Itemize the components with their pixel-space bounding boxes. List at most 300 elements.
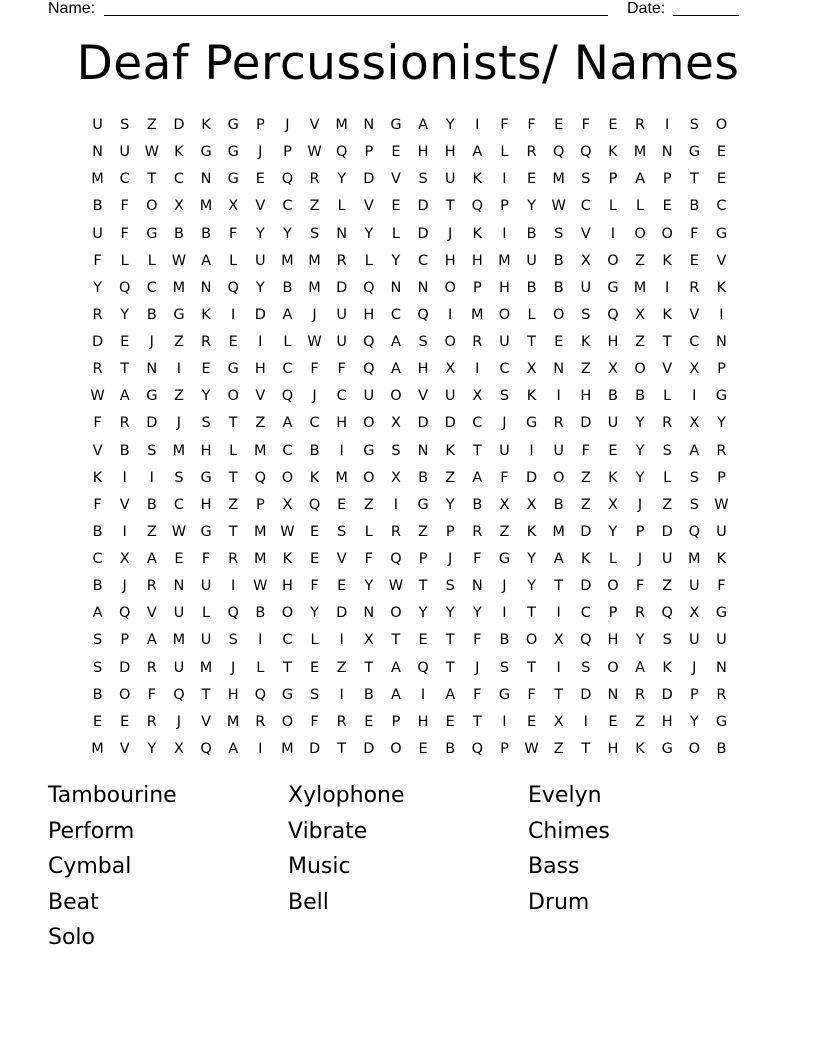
grid-letter[interactable]: G (146, 225, 158, 242)
grid-letter[interactable]: N (471, 578, 483, 595)
grid-letter[interactable]: A (553, 551, 564, 567)
grid-letter[interactable]: T (662, 334, 672, 350)
grid-letter[interactable]: S (581, 171, 591, 188)
grid-letter[interactable]: L (391, 225, 400, 242)
grid-letter[interactable]: Z (553, 740, 564, 757)
grid-letter[interactable]: Z (635, 713, 646, 730)
grid-letter[interactable]: B (445, 740, 456, 757)
grid-letter[interactable]: K (581, 551, 591, 567)
grid-letter[interactable]: I (583, 713, 588, 730)
grid-letter[interactable]: B (418, 469, 429, 486)
grid-letter[interactable]: I (475, 117, 480, 133)
grid-letter[interactable]: T (472, 442, 482, 459)
grid-letter[interactable]: P (255, 117, 265, 133)
grid-letter[interactable]: P (717, 361, 726, 378)
grid-letter[interactable]: P (255, 496, 265, 513)
grid-letter[interactable]: A (228, 740, 239, 757)
grid-letter[interactable]: V (255, 388, 266, 405)
grid-letter[interactable]: X (553, 632, 564, 649)
grid-letter[interactable]: E (554, 117, 564, 133)
grid-letter[interactable]: N (390, 279, 402, 296)
grid-letter[interactable]: G (200, 523, 212, 540)
grid-letter[interactable]: P (418, 551, 428, 567)
grid-letter[interactable]: B (92, 198, 103, 215)
grid-letter[interactable]: Y (93, 279, 102, 296)
grid-letter[interactable]: U (580, 279, 592, 296)
grid-letter[interactable]: G (607, 279, 619, 296)
grid-letter[interactable]: F (473, 686, 482, 703)
grid-letter[interactable]: R (201, 334, 212, 350)
grid-letter[interactable]: A (635, 171, 646, 188)
grid-letter[interactable]: C (282, 632, 293, 649)
grid-letter[interactable]: Q (471, 740, 484, 757)
grid-letter[interactable]: K (445, 442, 455, 459)
grid-letter[interactable]: Z (309, 198, 320, 215)
grid-letter[interactable]: M (226, 713, 240, 730)
grid-letter[interactable]: T (228, 469, 238, 486)
grid-letter[interactable]: B (472, 496, 483, 513)
grid-letter[interactable]: M (199, 659, 213, 676)
grid-letter[interactable]: D (91, 334, 104, 350)
grid-letter[interactable]: F (473, 632, 482, 649)
grid-letter[interactable]: T (391, 632, 401, 649)
grid-letter[interactable]: X (553, 713, 564, 730)
grid-letter[interactable]: Q (363, 334, 375, 350)
grid-letter[interactable]: P (445, 523, 455, 540)
grid-letter[interactable]: L (229, 442, 238, 459)
grid-letter[interactable]: S (120, 117, 130, 133)
grid-letter[interactable]: G (390, 117, 402, 133)
grid-letter[interactable]: H (471, 252, 483, 269)
grid-letter[interactable]: A (472, 144, 483, 161)
grid-letter[interactable]: W (551, 198, 566, 215)
grid-letter[interactable]: B (282, 279, 293, 296)
grid-letter[interactable]: L (608, 551, 617, 567)
grid-letter[interactable]: U (661, 551, 673, 567)
grid-letter[interactable]: H (363, 306, 375, 323)
grid-letter[interactable]: P (500, 740, 509, 757)
grid-letter[interactable]: M (172, 442, 186, 459)
grid-letter[interactable]: N (146, 361, 158, 378)
grid-letter[interactable]: U (363, 388, 375, 405)
grid-letter[interactable]: P (500, 198, 509, 215)
grid-letter[interactable]: X (607, 496, 618, 513)
grid-letter[interactable]: V (390, 171, 401, 188)
grid-letter[interactable]: G (715, 388, 728, 405)
grid-letter[interactable]: R (336, 252, 347, 269)
grid-letter[interactable]: Q (471, 198, 484, 215)
grid-letter[interactable]: B (173, 225, 184, 242)
grid-letter[interactable]: U (336, 334, 347, 350)
grid-letter[interactable]: J (176, 415, 182, 432)
grid-letter[interactable]: A (689, 442, 700, 459)
grid-letter[interactable]: S (309, 225, 320, 242)
grid-letter[interactable]: M (471, 306, 484, 323)
grid-letter[interactable]: X (607, 361, 618, 378)
grid-letter[interactable]: J (122, 578, 127, 595)
grid-letter[interactable]: Z (173, 334, 184, 350)
grid-letter[interactable]: G (227, 361, 239, 378)
grid-letter[interactable]: J (312, 306, 317, 323)
grid-letter[interactable]: D (336, 279, 348, 296)
grid-letter[interactable]: O (281, 605, 294, 622)
grid-letter[interactable]: F (717, 578, 726, 595)
grid-letter[interactable]: R (92, 306, 103, 323)
grid-letter[interactable]: L (337, 198, 346, 215)
grid-letter[interactable]: M (254, 442, 267, 459)
grid-letter[interactable]: M (254, 551, 267, 567)
grid-letter[interactable]: X (689, 415, 700, 432)
grid-letter[interactable]: M (254, 523, 267, 540)
grid-letter[interactable]: Q (200, 740, 212, 757)
grid-letter[interactable]: H (200, 496, 212, 513)
grid-letter[interactable]: E (201, 361, 211, 378)
grid-letter[interactable]: I (502, 225, 507, 242)
grid-letter[interactable]: C (580, 605, 591, 622)
grid-letter[interactable]: U (689, 578, 700, 595)
grid-letter[interactable]: T (581, 740, 591, 757)
grid-letter[interactable]: I (502, 713, 507, 730)
grid-letter[interactable]: Y (635, 632, 645, 649)
grid-letter[interactable]: T (445, 659, 455, 676)
grid-letter[interactable]: E (526, 713, 537, 730)
grid-letter[interactable]: Z (635, 334, 646, 350)
grid-letter[interactable]: H (661, 713, 673, 730)
grid-letter[interactable]: U (444, 171, 456, 188)
grid-letter[interactable]: J (502, 578, 507, 595)
grid-letter[interactable]: O (390, 605, 402, 622)
grid-letter[interactable]: M (498, 252, 511, 269)
grid-letter[interactable]: B (526, 225, 537, 242)
grid-letter[interactable]: Q (227, 605, 239, 622)
grid-letter[interactable]: S (174, 469, 184, 486)
grid-letter[interactable]: Q (254, 469, 267, 486)
grid-letter[interactable]: F (201, 551, 211, 567)
grid-letter[interactable]: D (417, 225, 429, 242)
grid-letter[interactable]: H (417, 144, 429, 161)
grid-letter[interactable]: C (580, 198, 591, 215)
grid-letter[interactable]: A (472, 469, 483, 486)
grid-letter[interactable]: Q (417, 659, 429, 676)
grid-letter[interactable]: O (634, 361, 646, 378)
grid-letter[interactable]: O (525, 632, 538, 649)
grid-letter[interactable]: Y (255, 279, 265, 296)
grid-letter[interactable]: K (662, 252, 672, 269)
grid-letter[interactable]: I (393, 496, 399, 513)
grid-letter[interactable]: K (201, 117, 211, 133)
grid-letter[interactable]: F (635, 578, 645, 595)
grid-letter[interactable]: E (309, 551, 320, 567)
grid-letter[interactable]: Y (364, 578, 374, 595)
grid-letter[interactable]: Z (418, 523, 429, 540)
grid-letter[interactable]: F (310, 713, 319, 730)
grid-letter[interactable]: I (556, 605, 561, 622)
grid-letter[interactable]: M (199, 198, 213, 215)
grid-letter[interactable]: S (689, 469, 699, 486)
grid-letter[interactable]: M (281, 740, 294, 757)
grid-letter[interactable]: R (390, 523, 401, 540)
grid-letter[interactable]: Q (335, 144, 348, 161)
grid-letter[interactable]: E (391, 198, 401, 215)
grid-letter[interactable]: G (715, 225, 728, 242)
grid-letter[interactable]: G (227, 171, 239, 188)
grid-letter[interactable]: R (472, 523, 483, 540)
grid-letter[interactable]: Y (391, 252, 401, 269)
grid-letter[interactable]: Z (146, 117, 157, 133)
grid-letter[interactable]: O (715, 117, 728, 133)
grid-letter[interactable]: Q (661, 605, 673, 622)
grid-letter[interactable]: J (176, 713, 182, 730)
grid-letter[interactable]: I (258, 632, 263, 649)
grid-letter[interactable]: R (119, 415, 130, 432)
grid-letter[interactable]: T (445, 632, 455, 649)
grid-letter[interactable]: T (201, 686, 211, 703)
grid-letter[interactable]: C (119, 171, 130, 188)
grid-letter[interactable]: O (146, 198, 158, 215)
grid-letter[interactable]: M (172, 279, 186, 296)
grid-letter[interactable]: M (335, 469, 348, 486)
grid-letter[interactable]: G (715, 713, 728, 730)
grid-letter[interactable]: X (580, 252, 591, 269)
grid-letter[interactable]: U (716, 632, 727, 649)
grid-letter[interactable]: Y (527, 551, 536, 567)
grid-letter[interactable]: Z (255, 415, 266, 432)
grid-letter[interactable]: P (472, 279, 482, 296)
grid-letter[interactable]: X (526, 361, 537, 378)
grid-letter[interactable]: M (688, 551, 701, 567)
grid-letter[interactable]: E (418, 740, 428, 757)
grid-letter[interactable]: R (146, 713, 157, 730)
grid-letter[interactable]: Y (608, 523, 618, 540)
grid-letter[interactable]: N (363, 605, 375, 622)
grid-letter[interactable]: S (147, 442, 157, 459)
grid-letter[interactable]: S (418, 171, 428, 188)
grid-letter[interactable]: T (527, 605, 536, 622)
date-field-line[interactable] (673, 15, 739, 16)
grid-letter[interactable]: T (418, 578, 428, 595)
grid-letter[interactable]: H (227, 686, 239, 703)
grid-letter[interactable]: X (445, 361, 456, 378)
grid-letter[interactable]: A (390, 334, 401, 350)
grid-letter[interactable]: E (608, 713, 618, 730)
grid-letter[interactable]: L (147, 252, 156, 269)
grid-letter[interactable]: I (339, 632, 344, 649)
grid-letter[interactable]: B (92, 523, 103, 540)
grid-letter[interactable]: K (662, 306, 672, 323)
grid-letter[interactable]: T (689, 171, 699, 188)
grid-letter[interactable]: Z (146, 523, 157, 540)
grid-letter[interactable]: G (498, 551, 511, 567)
grid-letter[interactable]: J (475, 659, 480, 676)
grid-letter[interactable]: S (201, 415, 211, 432)
grid-letter[interactable]: T (527, 334, 536, 350)
grid-letter[interactable]: V (336, 551, 347, 567)
grid-letter[interactable]: C (309, 415, 320, 432)
grid-letter[interactable]: K (201, 306, 211, 323)
grid-letter[interactable]: C (716, 198, 727, 215)
grid-letter[interactable]: Q (173, 686, 185, 703)
grid-letter[interactable]: B (92, 686, 103, 703)
grid-letter[interactable]: B (716, 740, 727, 757)
grid-letter[interactable]: Y (445, 496, 455, 513)
grid-letter[interactable]: D (254, 306, 266, 323)
grid-letter[interactable]: X (390, 415, 401, 432)
grid-letter[interactable]: U (499, 334, 510, 350)
grid-letter[interactable]: F (527, 686, 536, 703)
grid-letter[interactable]: I (556, 388, 561, 405)
grid-letter[interactable]: K (716, 279, 727, 296)
grid-letter[interactable]: F (310, 361, 319, 378)
grid-letter[interactable]: J (258, 144, 263, 161)
grid-letter[interactable]: F (120, 225, 129, 242)
grid-letter[interactable]: D (146, 415, 158, 432)
grid-letter[interactable]: U (92, 117, 103, 133)
grid-letter[interactable]: H (580, 388, 592, 405)
grid-letter[interactable]: M (308, 252, 321, 269)
grid-letter[interactable]: C (92, 551, 103, 567)
grid-letter[interactable]: X (635, 306, 646, 323)
grid-letter[interactable]: Y (310, 605, 319, 622)
grid-letter[interactable]: Y (689, 713, 699, 730)
grid-letter[interactable]: C (282, 442, 293, 459)
grid-letter[interactable]: Q (281, 388, 294, 405)
grid-letter[interactable]: J (448, 225, 453, 242)
grid-letter[interactable]: F (229, 225, 238, 242)
grid-letter[interactable]: R (635, 605, 646, 622)
grid-letter[interactable]: U (607, 415, 619, 432)
grid-letter[interactable]: P (717, 469, 726, 486)
grid-letter[interactable]: L (500, 144, 509, 161)
grid-letter[interactable]: E (418, 632, 428, 649)
grid-letter[interactable]: E (255, 171, 265, 188)
grid-letter[interactable]: C (689, 334, 700, 350)
grid-letter[interactable]: D (661, 686, 673, 703)
grid-letter[interactable]: I (258, 740, 263, 757)
grid-letter[interactable]: P (120, 632, 130, 649)
name-field-line[interactable] (104, 15, 608, 16)
grid-letter[interactable]: D (336, 605, 348, 622)
grid-letter[interactable]: G (227, 117, 239, 133)
grid-letter[interactable]: C (390, 306, 401, 323)
grid-letter[interactable]: S (499, 659, 510, 676)
grid-letter[interactable]: K (174, 144, 184, 161)
grid-letter[interactable]: E (337, 496, 347, 513)
grid-letter[interactable]: S (228, 632, 238, 649)
grid-letter[interactable]: B (92, 578, 103, 595)
grid-letter[interactable]: L (283, 334, 292, 350)
grid-letter[interactable]: R (472, 334, 483, 350)
grid-letter[interactable]: G (525, 415, 538, 432)
grid-letter[interactable]: O (661, 225, 673, 242)
grid-letter[interactable]: X (173, 198, 184, 215)
grid-letter[interactable]: R (662, 415, 673, 432)
grid-letter[interactable]: W (171, 523, 187, 540)
grid-letter[interactable]: B (499, 632, 510, 649)
grid-letter[interactable]: I (502, 605, 507, 622)
grid-letter[interactable]: A (146, 551, 157, 567)
grid-letter[interactable]: B (607, 388, 618, 405)
grid-letter[interactable]: H (607, 334, 619, 350)
grid-letter[interactable]: A (92, 605, 103, 622)
grid-letter[interactable]: V (689, 306, 700, 323)
grid-letter[interactable]: M (91, 171, 104, 188)
grid-letter[interactable]: B (309, 442, 320, 459)
grid-letter[interactable]: E (716, 171, 727, 188)
grid-letter[interactable]: Z (228, 496, 239, 513)
grid-letter[interactable]: S (554, 225, 564, 242)
grid-letter[interactable]: S (499, 388, 510, 405)
grid-letter[interactable]: H (281, 578, 293, 595)
grid-letter[interactable]: O (444, 334, 456, 350)
grid-letter[interactable]: Q (308, 496, 321, 513)
grid-letter[interactable]: F (310, 578, 319, 595)
grid-letter[interactable]: G (715, 605, 728, 622)
grid-letter[interactable]: T (472, 713, 482, 730)
grid-letter[interactable]: J (637, 551, 643, 567)
grid-letter[interactable]: X (173, 740, 184, 757)
grid-letter[interactable]: H (336, 415, 348, 432)
grid-letter[interactable]: K (472, 225, 483, 242)
grid-letter[interactable]: F (500, 117, 509, 133)
grid-letter[interactable]: X (363, 632, 374, 649)
grid-letter[interactable]: T (228, 415, 238, 432)
grid-letter[interactable]: F (581, 442, 590, 459)
grid-letter[interactable]: S (445, 578, 455, 595)
grid-letter[interactable]: Z (662, 578, 673, 595)
grid-letter[interactable]: R (146, 578, 157, 595)
grid-letter[interactable]: O (552, 306, 565, 323)
grid-letter[interactable]: Q (688, 523, 701, 540)
grid-letter[interactable]: Q (363, 279, 375, 296)
grid-letter[interactable]: V (716, 252, 727, 269)
grid-letter[interactable]: V (119, 740, 130, 757)
grid-letter[interactable]: S (581, 659, 591, 676)
grid-letter[interactable]: O (607, 578, 619, 595)
grid-letter[interactable]: Q (363, 361, 375, 378)
grid-letter[interactable]: Z (499, 523, 510, 540)
grid-letter[interactable]: N (173, 578, 185, 595)
grid-letter[interactable]: Z (662, 496, 673, 513)
grid-letter[interactable]: T (554, 578, 564, 595)
grid-letter[interactable]: H (444, 252, 456, 269)
grid-letter[interactable]: U (200, 578, 212, 595)
grid-letter[interactable]: A (390, 361, 401, 378)
grid-letter[interactable]: K (526, 523, 537, 540)
grid-letter[interactable]: F (337, 361, 346, 378)
grid-letter[interactable]: K (526, 388, 537, 405)
grid-letter[interactable]: C (173, 171, 184, 188)
grid-letter[interactable]: X (390, 469, 401, 486)
grid-letter[interactable]: A (445, 686, 456, 703)
grid-letter[interactable]: A (390, 686, 401, 703)
grid-letter[interactable]: Q (580, 632, 592, 649)
grid-letter[interactable]: N (417, 279, 429, 296)
grid-letter[interactable]: Y (445, 605, 455, 622)
grid-letter[interactable]: Z (445, 469, 456, 486)
grid-letter[interactable]: V (418, 388, 429, 405)
grid-letter[interactable]: I (122, 469, 127, 486)
grid-letter[interactable]: J (312, 388, 317, 405)
grid-letter[interactable]: S (662, 632, 672, 649)
grid-letter[interactable]: E (526, 171, 537, 188)
grid-letter[interactable]: K (608, 144, 618, 161)
grid-letter[interactable]: E (174, 551, 184, 567)
grid-letter[interactable]: S (689, 496, 699, 513)
grid-letter[interactable]: Y (364, 225, 374, 242)
grid-letter[interactable]: M (552, 171, 565, 188)
grid-letter[interactable]: W (714, 496, 729, 513)
grid-letter[interactable]: G (417, 496, 429, 513)
